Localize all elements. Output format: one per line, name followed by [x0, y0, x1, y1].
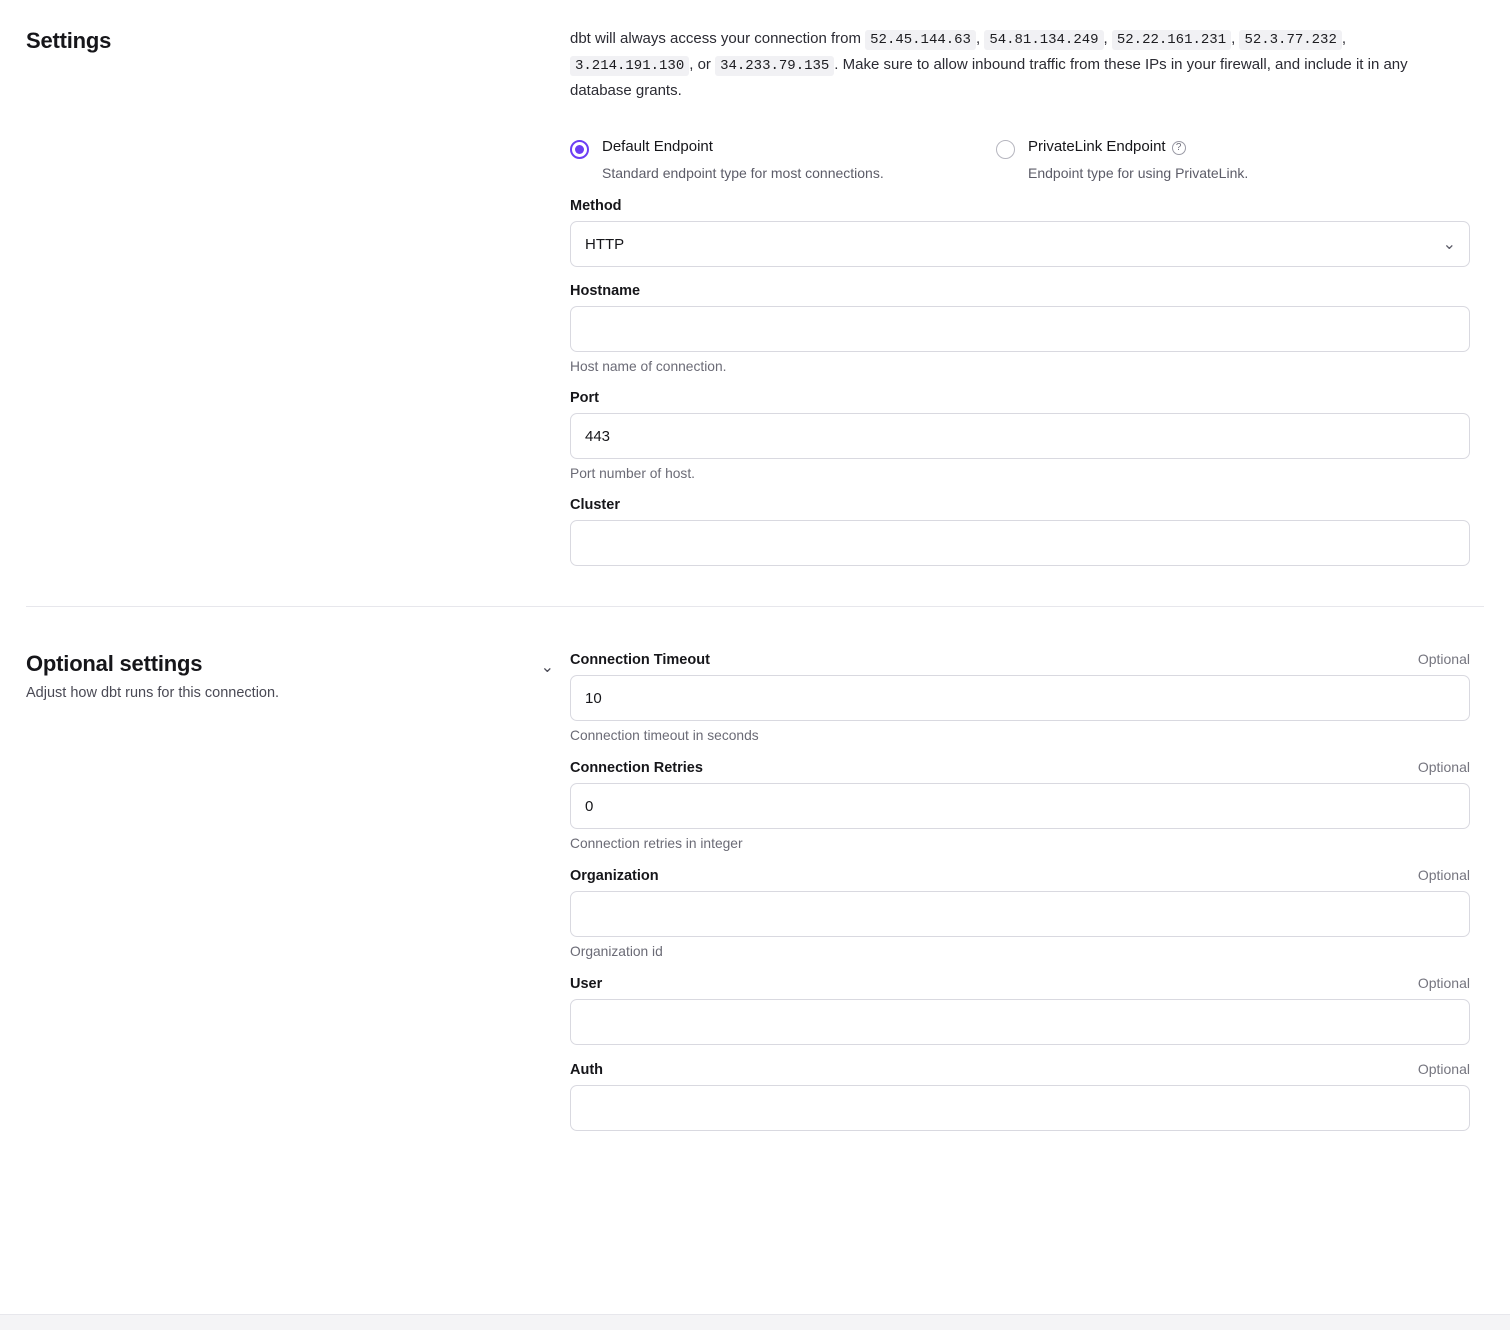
field-organization: [570, 867, 1470, 959]
field-connection-retries-hint: Connection retries in integer: [570, 836, 743, 852]
hostname-input[interactable]: [570, 306, 1470, 352]
ip-address-6: 34.233.79.135: [715, 56, 834, 76]
settings-right-column: [570, 0, 1470, 566]
connection-ip-notice: dbt will always access your connection from 52.45.144.63 , 54.81.134.249 , 52.22.161.231 , 52.3.77.232 , 3.214.191.130 , or 34.233.79.135 . Make sure to allow inbound traffic from these IPs in your firewall, and include it in any database grants.: [570, 30, 1408, 100]
chevron-down-icon: ⌄: [1442, 236, 1456, 254]
connection-retries-input[interactable]: [570, 783, 1470, 829]
settings-section: [0, 0, 1510, 566]
radio-default-endpoint-icon[interactable]: [570, 140, 589, 159]
help-icon[interactable]: ?: [1172, 141, 1186, 155]
radio-default-endpoint-description: Standard endpoint type for most connections.: [602, 164, 884, 181]
radio-default-endpoint-label: Default Endpoint: [602, 137, 713, 155]
field-connection-timeout-hint: Connection timeout in seconds: [570, 728, 759, 744]
ip-address-2: 54.81.134.249: [984, 30, 1103, 50]
method-select[interactable]: [570, 221, 1470, 267]
endpoint-type-radio-group: [570, 138, 1470, 182]
ip-address-5: 3.214.191.130: [570, 56, 689, 76]
cluster-input[interactable]: [570, 520, 1470, 566]
port-input[interactable]: [570, 413, 1470, 459]
section-divider: [26, 606, 1484, 607]
auth-input[interactable]: [570, 1085, 1470, 1131]
organization-input[interactable]: [570, 891, 1470, 937]
field-organization-label: Organization: [570, 868, 659, 885]
field-connection-retries: [570, 759, 1470, 851]
optional-settings-section: [0, 651, 1510, 1131]
intro-suffix: . Make sure to allow inbound traffic from these IPs in your firewall, and include it in any database grants.: [570, 56, 1408, 100]
ip-address-1: 52.45.144.63: [865, 30, 976, 50]
optional-badge: Optional: [1417, 651, 1470, 668]
intro-or: or: [697, 56, 711, 74]
field-connection-retries-label: Connection Retries: [570, 760, 703, 777]
field-hostname-hint: Host name of connection.: [570, 359, 727, 375]
optional-badge: Optional: [1417, 975, 1470, 992]
ip-address-3: 52.22.161.231: [1112, 30, 1231, 50]
bottom-bar: [0, 1314, 1510, 1330]
field-port-hint: Port number of host.: [570, 466, 696, 482]
field-hostname-label: Hostname: [570, 283, 641, 300]
optional-left-column: [26, 651, 570, 1131]
user-input[interactable]: [570, 999, 1470, 1045]
field-connection-timeout: [570, 651, 1470, 743]
field-auth: [570, 1061, 1470, 1131]
ip-address-4: 52.3.77.232: [1239, 30, 1341, 50]
optional-badge: Optional: [1417, 867, 1470, 884]
optional-settings-subtitle: Adjust how dbt runs for this connection.: [26, 685, 280, 702]
field-method-label: Method: [570, 198, 622, 215]
field-organization-hint: Organization id: [570, 944, 663, 960]
settings-left-column: [26, 0, 570, 566]
field-user: [570, 975, 1470, 1045]
connection-timeout-input[interactable]: [570, 675, 1470, 721]
field-hostname: [570, 283, 1470, 374]
field-user-label: User: [570, 976, 603, 993]
field-method: [570, 198, 1470, 267]
optional-settings-collapse-toggle[interactable]: [541, 651, 570, 703]
radio-option-privatelink-endpoint[interactable]: [996, 138, 1422, 182]
chevron-down-icon[interactable]: ⌄: [540, 659, 554, 677]
radio-option-default-endpoint[interactable]: [570, 138, 996, 182]
optional-badge: Optional: [1417, 1061, 1470, 1078]
field-connection-timeout-label: Connection Timeout: [570, 652, 710, 669]
field-cluster-label: Cluster: [570, 497, 620, 514]
optional-settings-title: Optional settings: [26, 651, 203, 677]
page-title: Settings: [26, 28, 112, 53]
radio-privatelink-endpoint-icon[interactable]: [996, 140, 1015, 159]
field-auth-label: Auth: [570, 1062, 604, 1079]
field-cluster: [570, 497, 1470, 566]
radio-privatelink-endpoint-label: PrivateLink Endpoint: [1028, 137, 1166, 155]
optional-right-column: [570, 651, 1470, 1131]
field-port: [570, 390, 1470, 481]
intro-prefix: dbt will always access your connection from: [570, 30, 861, 47]
optional-badge: Optional: [1417, 759, 1470, 776]
method-select-value[interactable]: HTTP: [570, 221, 1470, 267]
field-port-label: Port: [570, 390, 599, 407]
radio-privatelink-endpoint-description: Endpoint type for using PrivateLink.: [1028, 164, 1249, 181]
